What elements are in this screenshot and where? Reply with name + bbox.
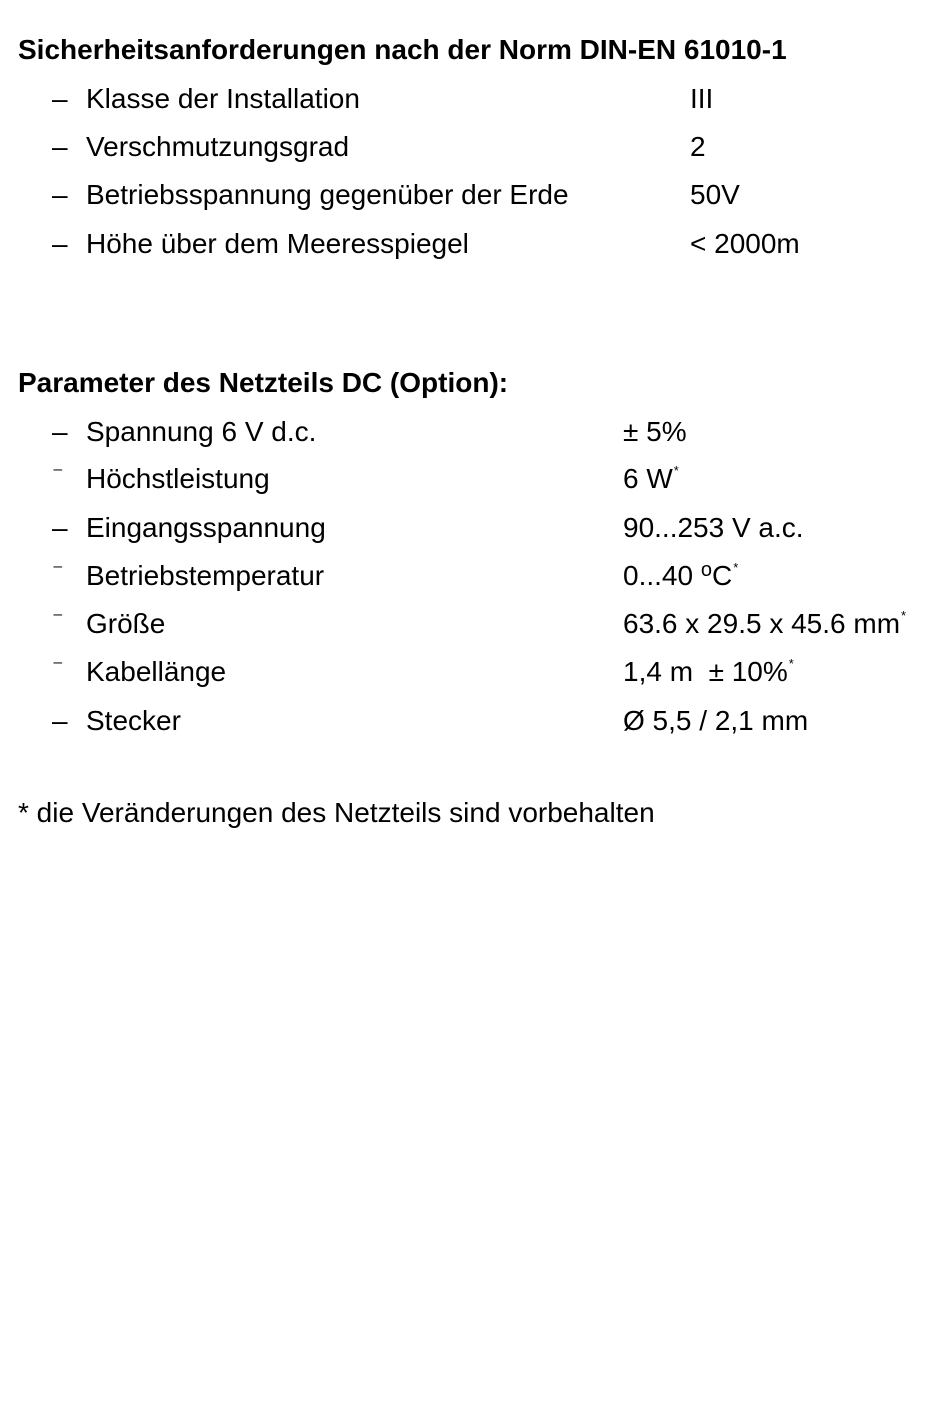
item-label: Eingangsspannung <box>86 512 326 543</box>
item-value: Ø 5,5 / 2,1 mm <box>623 705 809 736</box>
footnote-marker: * <box>733 560 739 575</box>
footnote-marker: * <box>673 463 679 478</box>
item-value: < 2000m <box>690 228 800 259</box>
safety-item-altitude <box>0 224 950 264</box>
power-item-plug <box>0 701 950 741</box>
item-label: Stecker <box>86 705 181 736</box>
footnote-marker: * <box>901 608 907 623</box>
list-dash: ⁻ <box>52 461 64 486</box>
power-item-voltage <box>0 412 950 452</box>
item-label: Höchstleistung <box>86 463 270 494</box>
footnote: * die Veränderungen des Netzteils sind vorbehalten <box>18 797 655 828</box>
safety-item-installation-class <box>0 79 950 119</box>
power-item-operating-temperature <box>0 556 950 596</box>
list-dash: – <box>52 416 68 447</box>
power-item-max-power <box>0 459 950 499</box>
item-value: ± 5% <box>623 416 687 447</box>
list-dash: – <box>52 228 68 259</box>
list-dash: – <box>52 131 68 162</box>
item-label: Betriebsspannung gegenüber der Erde <box>86 179 569 210</box>
safety-item-pollution-degree <box>0 127 950 167</box>
power-item-cable-length <box>0 652 950 692</box>
safety-item-operating-voltage <box>0 175 950 215</box>
item-label: Verschmutzungsgrad <box>86 131 350 162</box>
item-value: 50V <box>690 179 740 210</box>
power-heading: Parameter des Netzteils DC (Option): <box>18 367 509 398</box>
item-value: 6 W* <box>623 463 679 494</box>
degree-sign: o <box>700 559 712 581</box>
power-item-size <box>0 604 950 644</box>
item-value: 2 <box>690 131 706 162</box>
list-dash: ⁻ <box>52 654 64 679</box>
item-value: 90...253 V a.c. <box>623 512 804 543</box>
item-value: III <box>690 83 714 114</box>
item-label: Kabellänge <box>86 656 227 687</box>
list-dash: ⁻ <box>52 558 64 583</box>
list-dash: – <box>52 705 68 736</box>
list-dash: – <box>52 83 68 114</box>
item-label: Spannung 6 V d.c. <box>86 416 317 447</box>
safety-heading: Sicherheitsanforderungen nach der Norm DIN-EN 61010-1 <box>18 34 787 65</box>
power-item-input-voltage <box>0 508 950 548</box>
list-dash: – <box>52 179 68 210</box>
item-label: Betriebstemperatur <box>86 560 325 591</box>
footnote-marker: * <box>788 656 794 671</box>
item-label: Höhe über dem Meeresspiegel <box>86 228 469 259</box>
item-value: 63.6 x 29.5 x 45.6 mm* <box>623 608 907 639</box>
list-dash: ⁻ <box>52 606 64 631</box>
list-dash: – <box>52 512 68 543</box>
item-label: Größe <box>86 608 166 639</box>
item-value: 1,4 m ± 10%* <box>623 656 794 687</box>
item-label: Klasse der Installation <box>86 83 360 114</box>
item-value: 0...40 $^o$C* <box>623 559 739 591</box>
